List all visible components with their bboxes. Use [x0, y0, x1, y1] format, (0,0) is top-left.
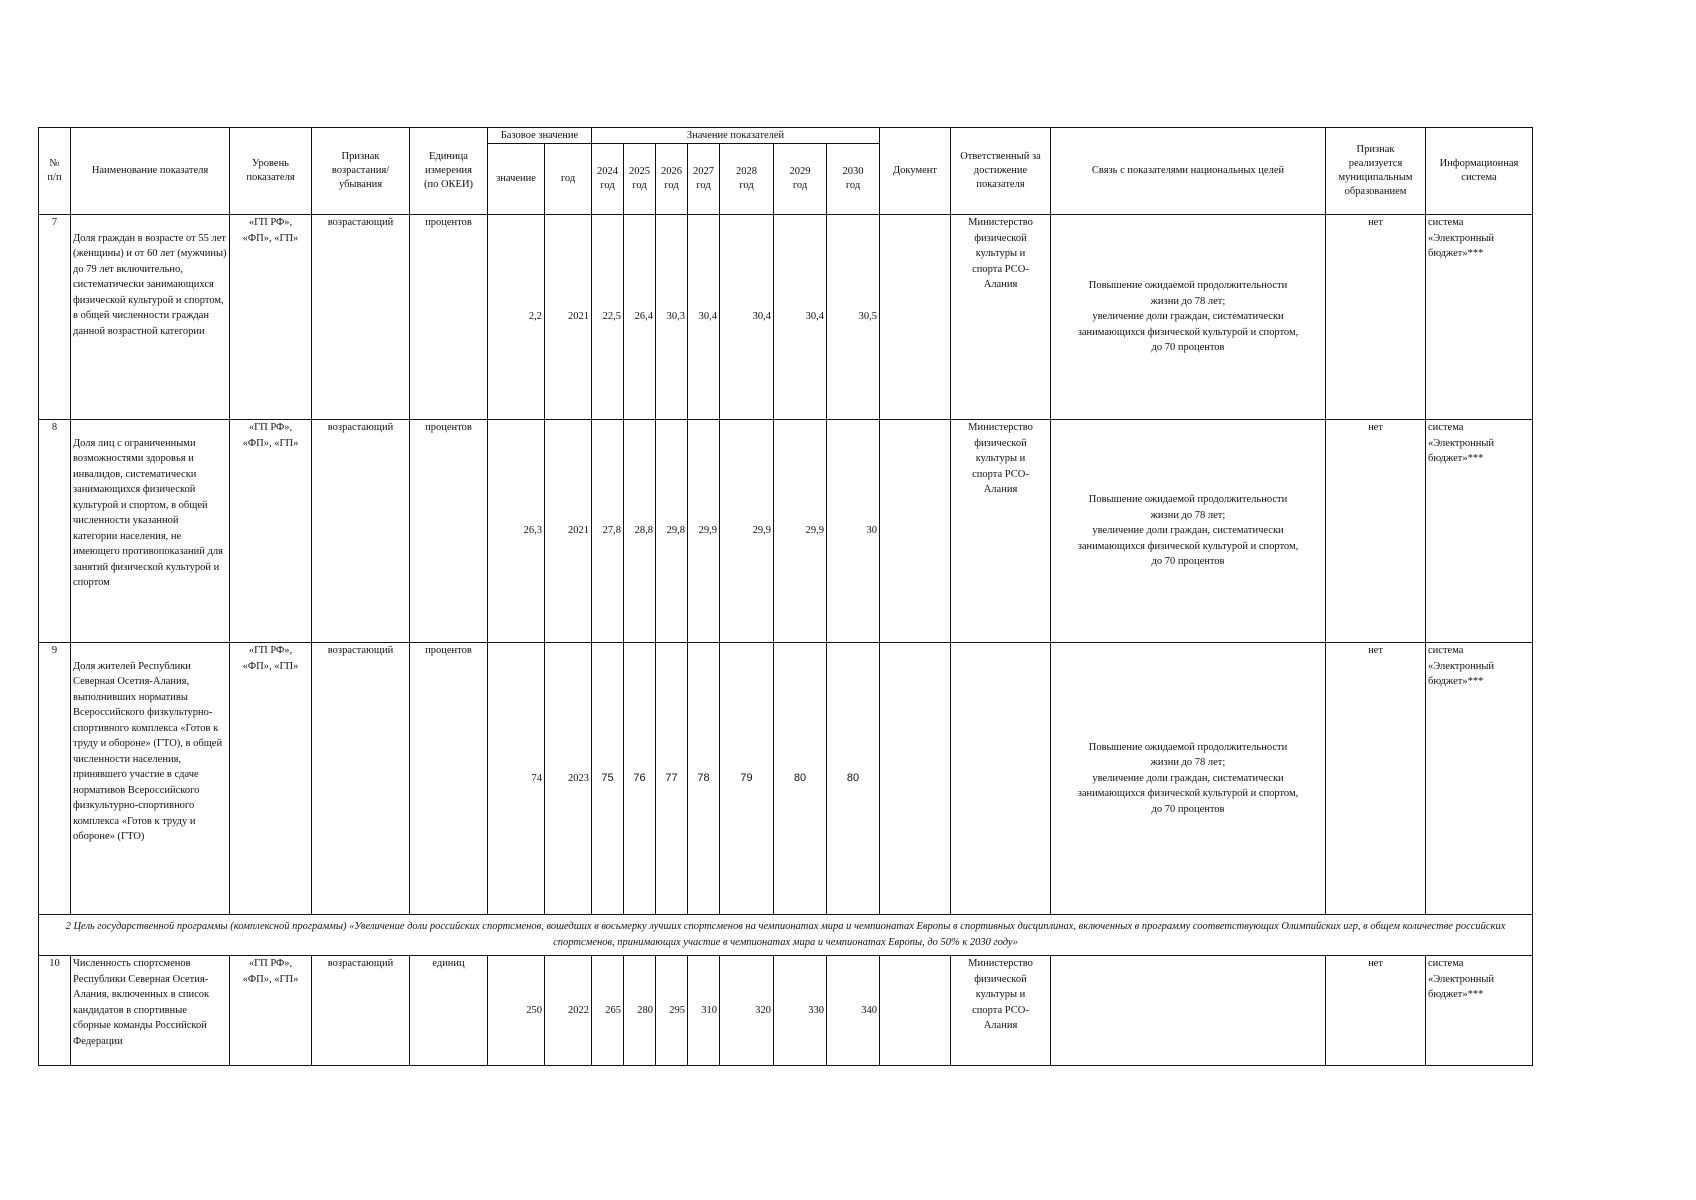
value-cell: 29,9	[688, 420, 720, 643]
document-cell	[880, 420, 951, 643]
value-cell: 77	[656, 643, 688, 915]
table-row	[39, 215, 1533, 420]
indicator-level: «ГП РФ», «ФП», «ГП»	[230, 215, 312, 420]
value-cell: 320	[720, 956, 774, 1066]
row-num: 10	[39, 956, 71, 1066]
indicator-unit: процентов	[410, 643, 488, 915]
municipal-cell: нет	[1326, 420, 1426, 643]
municipal-cell: нет	[1326, 643, 1426, 915]
header-document: Документ	[880, 128, 951, 215]
row-num: 7	[39, 215, 71, 420]
national-goals-cell: Повышение ожидаемой продолжительности жизни до 78 лет; увеличение доли граждан, систематически занимающихся физической культурой и спортом, до 70 процентов	[1051, 215, 1326, 420]
base-value: 250	[488, 956, 545, 1066]
indicator-name: Численность спортсменов Республики Северная Осетия-Алания, включенных в список кандидатов в спортивные сборные команды Российской Федерации	[71, 956, 230, 1066]
indicator-name: Доля граждан в возрасте от 55 лет (женщины) и от 60 лет (мужчины) до 79 лет включительно, систематически занимающихся физической культурой и спортом, в общей численности граждан данной возрастной категории	[71, 215, 230, 420]
value-cell: 310	[688, 956, 720, 1066]
national-goals-cell: Повышение ожидаемой продолжительности жизни до 78 лет; увеличение доли граждан, систематически занимающихся физической культурой и спортом, до 70 процентов	[1051, 420, 1326, 643]
responsible-cell: Министерство физической культуры и спорта РСО- Алания	[951, 420, 1051, 643]
value-cell: 28,8	[624, 420, 656, 643]
value-cell: 265	[592, 956, 624, 1066]
indicator-sign: возрастающий	[312, 215, 410, 420]
value-cell: 27,8	[592, 420, 624, 643]
header-values: Значение показателей	[592, 128, 880, 144]
header-level: Уровень показателя	[230, 128, 312, 215]
document-cell	[880, 643, 951, 915]
header-year: 2028 год	[720, 144, 774, 215]
responsible-cell	[951, 643, 1051, 915]
indicator-sign: возрастающий	[312, 420, 410, 643]
infosys-cell: система «Электронный бюджет»***	[1426, 643, 1533, 915]
row-num: 9	[39, 643, 71, 915]
table-row	[39, 420, 1533, 643]
header-year: 2030 год	[827, 144, 880, 215]
header-sign: Признак возрастания/ убывания	[312, 128, 410, 215]
header-responsible: Ответственный за достижение показателя	[951, 128, 1051, 215]
header-name: Наименование показателя	[71, 128, 230, 215]
value-cell: 30,5	[827, 215, 880, 420]
row-num: 8	[39, 420, 71, 643]
indicator-level: «ГП РФ», «ФП», «ГП»	[230, 643, 312, 915]
header-year: 2029 год	[774, 144, 827, 215]
base-year: 2021	[545, 215, 592, 420]
header-base-year: год	[545, 144, 592, 215]
value-cell: 78	[688, 643, 720, 915]
infosys-cell: система «Электронный бюджет»***	[1426, 420, 1533, 643]
value-cell: 30,4	[688, 215, 720, 420]
header-base-value: значение	[488, 144, 545, 215]
table-row	[39, 956, 1533, 1066]
value-cell: 30	[827, 420, 880, 643]
value-cell: 22,5	[592, 215, 624, 420]
indicator-sign: возрастающий	[312, 643, 410, 915]
municipal-cell: нет	[1326, 215, 1426, 420]
value-cell: 295	[656, 956, 688, 1066]
indicator-sign: возрастающий	[312, 956, 410, 1066]
national-goals-cell: Повышение ожидаемой продолжительности жизни до 78 лет; увеличение доли граждан, систематически занимающихся физической культурой и спортом, до 70 процентов	[1051, 643, 1326, 915]
indicator-level: «ГП РФ», «ФП», «ГП»	[230, 420, 312, 643]
value-cell: 340	[827, 956, 880, 1066]
value-cell: 29,8	[656, 420, 688, 643]
base-year: 2021	[545, 420, 592, 643]
indicator-unit: единиц	[410, 956, 488, 1066]
goal-row	[39, 915, 1533, 956]
table-row	[39, 643, 1533, 915]
indicator-name: Доля лиц с ограниченными возможностями здоровья и инвалидов, систематически занимающихся физической культурой и спортом, в общей численности указанной категории населения, не имеющего противопоказаний для занятий физической культурой и спортом	[71, 420, 230, 643]
value-cell: 330	[774, 956, 827, 1066]
value-cell: 80	[774, 643, 827, 915]
value-cell: 75	[592, 643, 624, 915]
header-infosys: Информационная система	[1426, 128, 1533, 215]
indicator-unit: процентов	[410, 420, 488, 643]
value-cell: 30,4	[774, 215, 827, 420]
value-cell: 76	[624, 643, 656, 915]
responsible-cell: Министерство физической культуры и спорта РСО- Алания	[951, 215, 1051, 420]
infosys-cell: система «Электронный бюджет»***	[1426, 215, 1533, 420]
value-cell: 30,4	[720, 215, 774, 420]
infosys-cell: система «Электронный бюджет»***	[1426, 956, 1533, 1066]
header-unit: Единица измерения (по ОКЕИ)	[410, 128, 488, 215]
header-link: Связь с показателями национальных целей	[1051, 128, 1326, 215]
base-year: 2022	[545, 956, 592, 1066]
national-goals-cell	[1051, 956, 1326, 1066]
value-cell: 79	[720, 643, 774, 915]
header-year: 2025 год	[624, 144, 656, 215]
base-value: 26,3	[488, 420, 545, 643]
indicators-table	[38, 127, 1533, 1066]
municipal-cell: нет	[1326, 956, 1426, 1066]
header-year: 2026 год	[656, 144, 688, 215]
header-year: 2024 год	[592, 144, 624, 215]
indicator-table-sheet	[38, 127, 1532, 1066]
value-cell: 26,4	[624, 215, 656, 420]
header-num: № п/п	[39, 128, 71, 215]
document-cell	[880, 956, 951, 1066]
indicator-level: «ГП РФ», «ФП», «ГП»	[230, 956, 312, 1066]
base-year: 2023	[545, 643, 592, 915]
program-goal-text: 2 Цель государственной программы (комплексной программы) «Увеличение доли российских спортсменов, вошедших в восьмерку лучших спортсменов на чемпионатах мира и чемпионатах Европы в спортивных дисциплинах, включенных в программу соответствующих Олимпийских игр, в общем количестве российских спортсменов, принимающих участие в чемпионатах мира и чемпионатах Европы, до 50% к 2030 году»	[39, 915, 1533, 956]
header-municipal: Признак реализуется муниципальным образованием	[1326, 128, 1426, 215]
base-value: 2,2	[488, 215, 545, 420]
value-cell: 29,9	[774, 420, 827, 643]
value-cell: 280	[624, 956, 656, 1066]
document-cell	[880, 215, 951, 420]
header-year: 2027 год	[688, 144, 720, 215]
header-base: Базовое значение	[488, 128, 592, 144]
value-cell: 80	[827, 643, 880, 915]
responsible-cell: Министерство физической культуры и спорта РСО- Алания	[951, 956, 1051, 1066]
value-cell: 29,9	[720, 420, 774, 643]
indicator-name: Доля жителей Республики Северная Осетия-Алания, выполнивших нормативы Всероссийского физкультурно-спортивного комплекса «Готов к труду и обороне» (ГТО), в общей численности населения, принявшего участие в сдаче нормативов Всероссийского физкультурно-спортивного комплекса «Готов к труду и обороне» (ГТО)	[71, 643, 230, 915]
value-cell: 30,3	[656, 215, 688, 420]
indicator-unit: процентов	[410, 215, 488, 420]
base-value: 74	[488, 643, 545, 915]
